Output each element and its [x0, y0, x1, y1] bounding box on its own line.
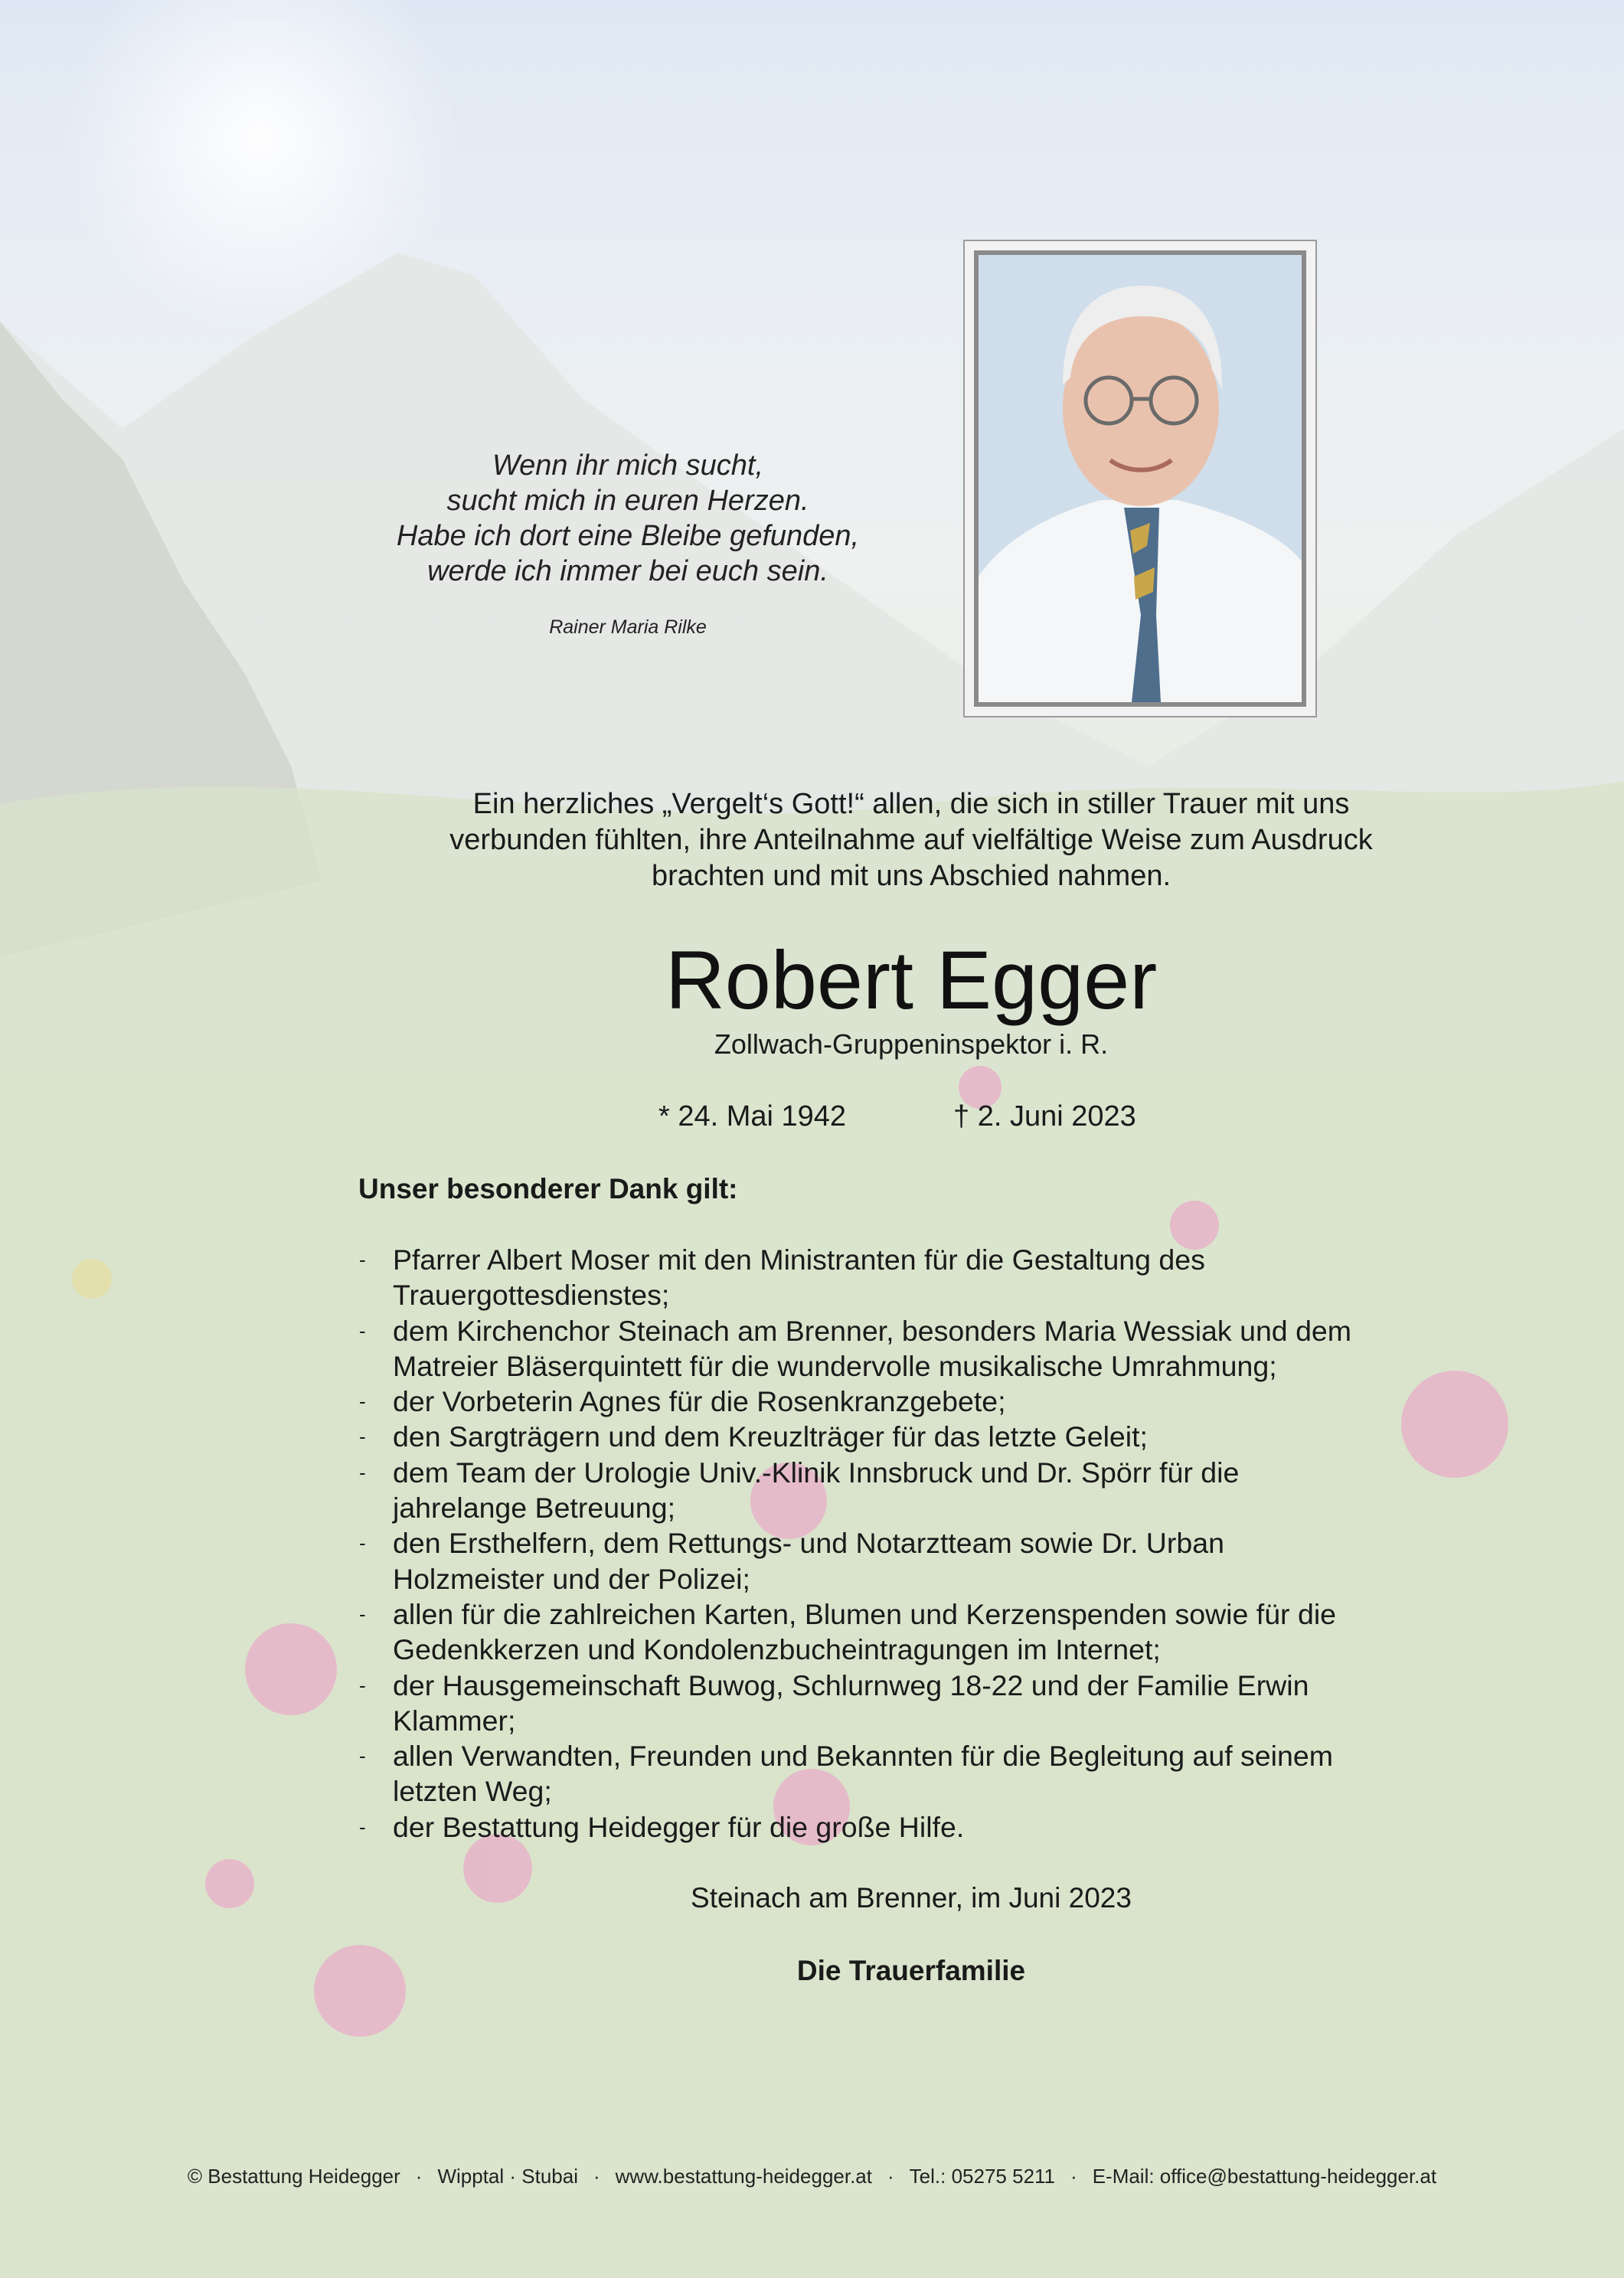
thanks-list	[356, 1242, 1505, 1845]
footer-item: Tel.: 05275 5211	[909, 2165, 1056, 2188]
quote-line: Habe ich dort eine Bleibe gefunden,	[396, 520, 860, 552]
thanks-item-line: Gedenkkerzen und Kondolenzbucheintragungen im Internet;	[393, 1633, 1161, 1666]
footer-item: © Bestattung Heidegger	[187, 2165, 400, 2188]
thanks-introduction	[368, 786, 1455, 894]
footer	[0, 2165, 1624, 2188]
quote-line: werde ich immer bei euch sein.	[427, 555, 828, 587]
footer-item: www.bestattung-heidegger.at	[615, 2165, 872, 2188]
thanks-item	[356, 1419, 1505, 1454]
bullet-dash: -	[359, 1248, 366, 1271]
portrait-illustration	[979, 255, 1302, 702]
death-date: † 2. Juni 2023	[953, 1100, 1136, 1132]
place-and-date: Steinach am Brenner, im Juni 2023	[691, 1882, 1132, 1914]
thanks-item-line: der Hausgemeinschaft Buwog, Schlurnweg 18-22 und der Familie Erwin	[393, 1668, 1309, 1701]
bullet-dash: -	[359, 1319, 366, 1342]
thanks-item	[356, 1455, 1505, 1526]
thanks-item-line: den Ersthelfern, dem Rettungs- und Notarztteam sowie Dr. Urban	[393, 1527, 1224, 1560]
birth-date: * 24. Mai 1942	[658, 1100, 847, 1132]
thanks-item-line: Pfarrer Albert Moser mit den Ministranten für die Gestaltung des	[393, 1244, 1205, 1276]
thanks-item-line: letzten Weg;	[393, 1775, 552, 1808]
signature: Die Trauerfamilie	[796, 1955, 1026, 1986]
footer-separator: ·	[415, 2165, 423, 2188]
thanks-item	[356, 1668, 1505, 1739]
thanks-item-line: den Sargträgern und dem Kreuzlträger für das letzte Geleit;	[393, 1420, 1148, 1453]
quote-author: Rainer Maria Rilke	[549, 616, 707, 638]
thanks-item	[356, 1313, 1505, 1384]
bullet-dash: -	[359, 1673, 366, 1697]
thanks-item-line: der Bestattung Heidegger für die große Hilfe.	[393, 1810, 965, 1843]
thanks-item-line: der Vorbeterin Agnes für die Rosenkranzgebete;	[393, 1385, 1006, 1418]
memorial-quote	[322, 448, 934, 589]
thanks-item-line: jahrelange Betreuung;	[393, 1492, 676, 1525]
thanks-item-line: Klammer;	[393, 1704, 516, 1737]
quote-line: sucht mich in euren Herzen.	[446, 485, 809, 517]
thanks-item	[356, 1525, 1505, 1597]
bullet-dash: -	[359, 1815, 366, 1838]
intro-line: brachten und mit uns Abschied nahmen.	[651, 860, 1171, 892]
portrait-frame	[963, 240, 1317, 717]
thanks-item	[356, 1738, 1505, 1809]
deceased-title: Zollwach-Gruppeninspektor i. R.	[714, 1028, 1109, 1060]
thanks-item-line: dem Team der Urologie Univ.-Klinik Innsbruck und Dr. Spörr für die	[393, 1456, 1240, 1489]
portrait-photo	[974, 250, 1306, 707]
footer-item: E-Mail: office@bestattung-heidegger.at	[1092, 2165, 1437, 2188]
intro-line: verbunden fühlten, ihre Anteilnahme auf vielfältige Weise zum Ausdruck	[449, 824, 1373, 856]
thanks-heading: Unser besonderer Dank gilt:	[358, 1173, 738, 1204]
footer-separator: ·	[593, 2165, 600, 2188]
footer-item: Wipptal · Stubai	[437, 2165, 578, 2188]
deceased-name: Robert Egger	[665, 933, 1158, 1026]
bullet-dash: -	[359, 1425, 366, 1449]
thanks-item	[356, 1242, 1505, 1313]
quote-line: Wenn ihr mich sucht,	[492, 449, 764, 482]
thanks-item-line: Matreier Bläserquintett für die wundervolle musikalische Umrahmung;	[393, 1349, 1277, 1382]
footer-separator: ·	[887, 2165, 894, 2188]
bullet-dash: -	[359, 1460, 366, 1484]
bullet-dash: -	[359, 1390, 366, 1414]
yellow-flower	[72, 1259, 112, 1299]
thanks-item	[356, 1384, 1505, 1419]
thanks-item	[356, 1597, 1505, 1668]
thanks-item	[356, 1809, 1505, 1845]
bullet-dash: -	[359, 1744, 366, 1768]
bullet-dash: -	[359, 1602, 366, 1626]
thanks-item-line: allen Verwandten, Freunden und Bekannten für die Begleitung auf seinem	[393, 1740, 1333, 1773]
thanks-item-line: Holzmeister und der Polizei;	[393, 1562, 750, 1595]
thanks-item-line: allen für die zahlreichen Karten, Blumen und Kerzenspenden sowie für die	[393, 1597, 1337, 1630]
footer-separator: ·	[1070, 2165, 1077, 2188]
thanks-item-line: dem Kirchenchor Steinach am Brenner, besonders Maria Wessiak und dem	[393, 1314, 1352, 1347]
thanks-item-line: Trauergottesdienstes;	[393, 1279, 670, 1312]
intro-line: Ein herzliches „Vergelt‘s Gott!“ allen, die sich in stiller Trauer mit uns	[472, 788, 1350, 820]
bullet-dash: -	[359, 1531, 366, 1555]
